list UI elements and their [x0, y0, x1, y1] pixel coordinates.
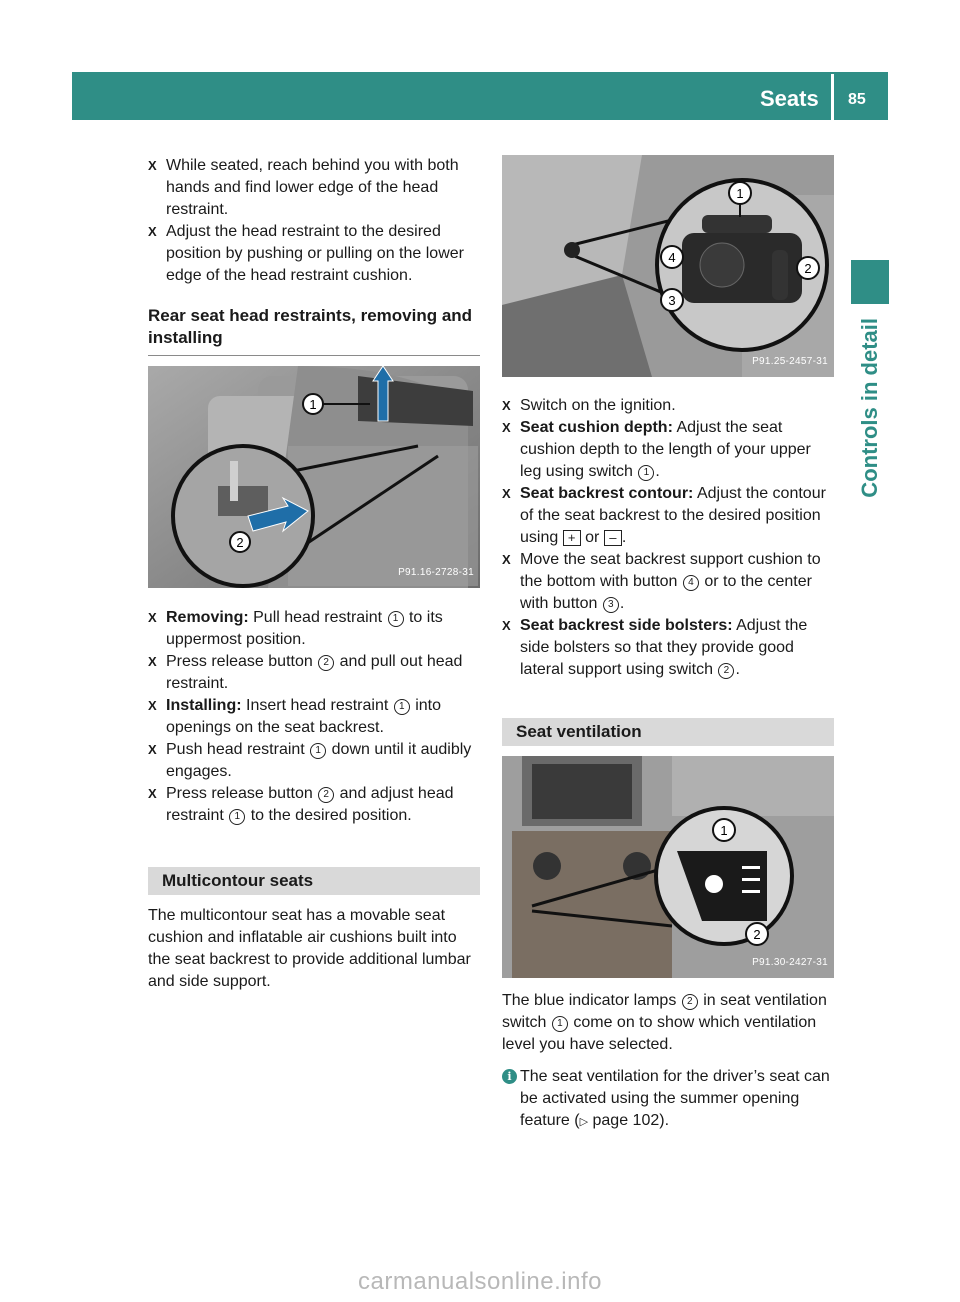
page-ref-arrow-icon: ▷	[579, 1116, 589, 1128]
plus-icon: +	[563, 530, 581, 546]
step-backrest-contour: X Seat backrest contour: Adjust the contour of the seat backrest to the desired position using + or – .	[502, 483, 834, 549]
photo-code: P91.30-2427-31	[752, 957, 828, 968]
info-icon: i	[502, 1069, 517, 1084]
heading-rear-head-restraints: Rear seat head restraints, removing and installing	[148, 305, 480, 356]
step-press-release: X Press release button 2 and pull out head restraint.	[148, 651, 480, 695]
svg-text:3: 3	[668, 293, 676, 308]
step-adjust: X Adjust the head restraint to the desired position by pushing or pulling on the lower edge of the head restraint cushion.	[148, 221, 480, 287]
left-column	[148, 155, 480, 993]
photo-code: P91.25-2457-31	[752, 356, 828, 367]
chapter-label: Controls in detail	[857, 318, 882, 498]
svg-text:1: 1	[720, 823, 728, 838]
multicontour-paragraph: The multicontour seat has a movable seat cushion and inflatable air cushions built into the seat backrest to provide additional lumbar and side support.	[148, 907, 471, 990]
right-column	[502, 155, 834, 1133]
rear-seat-photo	[148, 366, 480, 588]
rear-seat-illustration	[148, 366, 480, 588]
section-seat-ventilation: Seat ventilation	[502, 718, 834, 746]
page-number: 85	[848, 91, 866, 108]
step-push: X Push head restraint 1 down until it audibly engages.	[148, 739, 480, 783]
step-side-bolsters: X Seat backrest side bolsters: Adjust the side bolsters so that they provide good lateral support using switch 2 .	[502, 615, 834, 681]
section-title: Seats	[760, 86, 819, 111]
step-installing: X Installing: Insert head restraint 1 into openings on the seat backrest.	[148, 695, 480, 739]
svg-text:2: 2	[804, 261, 812, 276]
step-cushion-depth: X Seat cushion depth: Adjust the seat cushion depth to the length of your upper leg using switch 1 .	[502, 417, 834, 483]
svg-text:1: 1	[309, 397, 317, 412]
seat-switch-illustration	[502, 155, 834, 377]
header-divider	[831, 74, 834, 120]
step-reach: X While seated, reach behind you with both hands and find lower edge of the head restraint.	[148, 155, 480, 221]
section-multicontour: Multicontour seats	[148, 867, 480, 895]
chapter-tab	[851, 260, 889, 304]
svg-text:2: 2	[236, 535, 244, 550]
svg-text:2: 2	[753, 927, 761, 942]
svg-text:1: 1	[736, 186, 744, 201]
ventilation-photo	[502, 756, 834, 978]
step-ignition: X Switch on the ignition.	[502, 395, 834, 417]
step-removing: X Removing: Pull head restraint 1 to its uppermost position.	[148, 607, 480, 651]
ventilation-illustration	[502, 756, 834, 978]
info-note: i The seat ventilation for the driver’s seat can be activated using the summer opening feature (▷ page 102).	[502, 1066, 834, 1133]
ventilation-paragraph: The blue indicator lamps 2 in seat ventilation switch 1 come on to show which ventilation level you have selected.	[502, 992, 827, 1053]
step-press-adjust: X Press release button 2 and adjust head restraint 1 to the desired position.	[148, 783, 480, 827]
photo-code: P91.16-2728-31	[398, 567, 474, 578]
minus-icon: –	[604, 530, 622, 546]
switch-photo	[502, 155, 834, 377]
step-support-cushion: X Move the seat backrest support cushion to the bottom with button 4 or to the center with button 3 .	[502, 549, 834, 615]
svg-text:4: 4	[668, 250, 676, 265]
watermark: carmanualsonline.info	[358, 1268, 602, 1295]
